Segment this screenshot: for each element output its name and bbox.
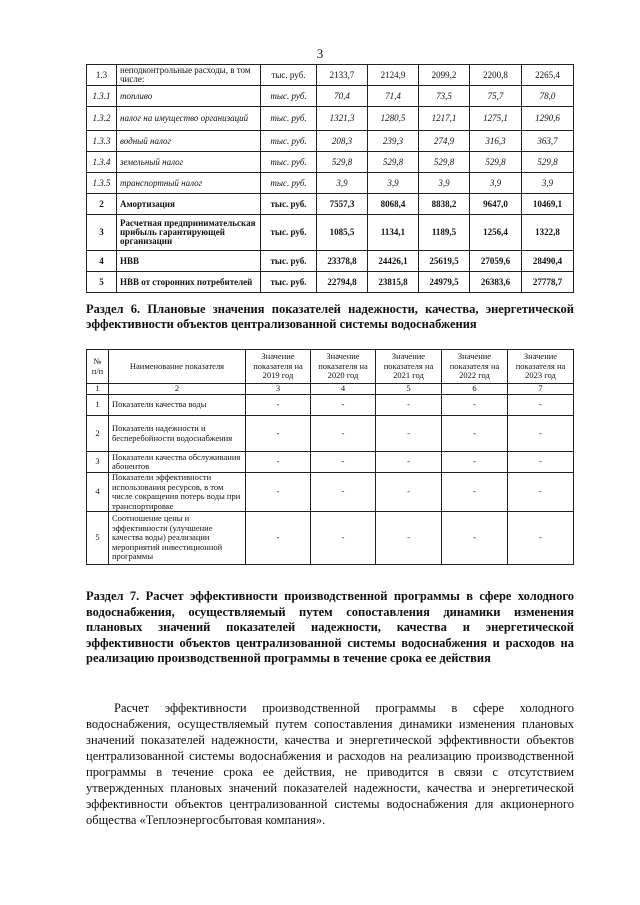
row-value: 75,7 <box>470 86 522 107</box>
row-value: 3,9 <box>368 173 419 194</box>
column-number: 4 <box>311 384 376 395</box>
indicator-value: - <box>442 473 508 512</box>
indicator-name: Показатели качества воды <box>109 395 246 416</box>
row-unit: тыс. руб. <box>261 173 317 194</box>
row-unit: тыс. руб. <box>261 107 317 131</box>
row-value: 1321,3 <box>317 107 368 131</box>
header-cell: № п/п <box>87 350 109 384</box>
row-unit: тыс. руб. <box>261 131 317 152</box>
indicator-name: Показатели эффективности использования ресурсов, в том числе сокращения потерь воды при транспортировке <box>109 473 246 512</box>
table-row <box>87 473 574 512</box>
row-value: 1322,8 <box>522 215 574 251</box>
row-number: 2 <box>87 416 109 452</box>
row-name: водный налог <box>117 131 261 152</box>
row-value: 529,8 <box>317 152 368 173</box>
column-number: 3 <box>246 384 311 395</box>
indicators-table <box>86 349 574 565</box>
indicator-name: Показатели надежности и бесперебойности водоснабжения <box>109 416 246 452</box>
column-number: 1 <box>87 384 109 395</box>
row-name: неподконтрольные расходы, в том числе: <box>117 65 261 86</box>
header-cell: Значение показателя на 2020 год <box>311 350 376 384</box>
header-cell: Значение показателя на 2019 год <box>246 350 311 384</box>
row-value: 316,3 <box>470 131 522 152</box>
indicator-value: - <box>246 473 311 512</box>
indicator-value: - <box>246 395 311 416</box>
row-value: 27778,7 <box>522 272 574 293</box>
indicator-name: Показатели качества обслуживания абонентов <box>109 452 246 473</box>
header-cell: Значение показателя на 2022 год <box>442 350 508 384</box>
row-value: 24979,5 <box>419 272 470 293</box>
row-unit: тыс. руб. <box>261 215 317 251</box>
section-7-heading: Раздел 7. Расчет эффективности производственной программы в сфере холодного водоснабжения, осуществляемый путем сопоставления динамики изменения плановых значений показателей надежности, качества и энергетической эффективности объектов централизованной системы водоснабжения и расходов на реализацию производственной программы в течение срока ее действия <box>86 589 574 665</box>
row-unit: тыс. руб. <box>261 194 317 215</box>
row-unit: тыс. руб. <box>261 272 317 293</box>
indicator-value: - <box>311 452 376 473</box>
row-number: 5 <box>87 272 117 293</box>
row-value: 239,3 <box>368 131 419 152</box>
table-header-row <box>87 350 574 384</box>
row-value: 363,7 <box>522 131 574 152</box>
row-number: 1.3.1 <box>87 86 117 107</box>
row-number: 3 <box>87 452 109 473</box>
indicator-value: - <box>442 395 508 416</box>
row-value: 23378,8 <box>317 251 368 272</box>
row-value: 23815,8 <box>368 272 419 293</box>
table-row <box>87 86 574 107</box>
indicator-value: - <box>246 416 311 452</box>
row-value: 3,9 <box>470 173 522 194</box>
table-row <box>87 152 574 173</box>
table-row <box>87 107 574 131</box>
column-number: 7 <box>508 384 574 395</box>
row-value: 274,9 <box>419 131 470 152</box>
row-unit: тыс. руб. <box>261 65 317 86</box>
indicator-value: - <box>376 512 442 565</box>
table-row <box>87 65 574 86</box>
row-name: налог на имущество организаций <box>117 107 261 131</box>
row-number: 2 <box>87 194 117 215</box>
row-value: 529,8 <box>419 152 470 173</box>
row-value: 2200,8 <box>470 65 522 86</box>
row-number: 1 <box>87 395 109 416</box>
indicator-value: - <box>246 452 311 473</box>
row-number: 5 <box>87 512 109 565</box>
page-number: 3 <box>316 46 324 61</box>
section-6-heading: Раздел 6. Плановые значения показателей надежности, качества, энергетической эффективности объектов централизованной системы водоснабжения <box>86 302 574 331</box>
indicator-value: - <box>442 512 508 565</box>
table-row <box>87 251 574 272</box>
row-value: 1189,5 <box>419 215 470 251</box>
table-row <box>87 452 574 473</box>
indicator-value: - <box>508 416 574 452</box>
row-value: 10469,1 <box>522 194 574 215</box>
row-value: 27059,6 <box>470 251 522 272</box>
row-name: Расчетная предпринимательская прибыль гарантирующей организации <box>117 215 261 251</box>
row-value: 22794,8 <box>317 272 368 293</box>
row-value: 208,3 <box>317 131 368 152</box>
indicator-value: - <box>376 452 442 473</box>
row-number: 1.3.2 <box>87 107 117 131</box>
table-row <box>87 194 574 215</box>
indicator-value: - <box>311 416 376 452</box>
indicator-value: - <box>508 452 574 473</box>
row-number: 4 <box>87 251 117 272</box>
header-cell: Наименование показателя <box>109 350 246 384</box>
table-row <box>87 512 574 565</box>
header-cell: Значение показателя на 2023 год <box>508 350 574 384</box>
row-value: 8838,2 <box>419 194 470 215</box>
row-unit: тыс. руб. <box>261 86 317 107</box>
row-name: топливо <box>117 86 261 107</box>
indicator-value: - <box>311 395 376 416</box>
column-number: 5 <box>376 384 442 395</box>
indicator-value: - <box>311 473 376 512</box>
row-unit: тыс. руб. <box>261 152 317 173</box>
indicator-value: - <box>508 473 574 512</box>
row-name: транспортный налог <box>117 173 261 194</box>
row-value: 3,9 <box>522 173 574 194</box>
row-value: 25619,5 <box>419 251 470 272</box>
row-unit: тыс. руб. <box>261 251 317 272</box>
row-value: 71,4 <box>368 86 419 107</box>
row-value: 78,0 <box>522 86 574 107</box>
table-row <box>87 395 574 416</box>
row-value: 7557,3 <box>317 194 368 215</box>
table-row <box>87 131 574 152</box>
indicator-value: - <box>246 512 311 565</box>
row-name: НВВ от сторонних потребителей <box>117 272 261 293</box>
row-name: земельный налог <box>117 152 261 173</box>
row-number: 4 <box>87 473 109 512</box>
row-name: Амортизация <box>117 194 261 215</box>
row-value: 26383,6 <box>470 272 522 293</box>
header-cell: Значение показателя на 2021 год <box>376 350 442 384</box>
row-value: 73,5 <box>419 86 470 107</box>
row-value: 2265,4 <box>522 65 574 86</box>
section-7-paragraph: Расчет эффективности производственной программы в сфере холодного водоснабжения, осуществляемый путем сопоставления динамики изменения плановых значений показателей надежности, качества и энергетической эффективности объектов централизованной системы водоснабжения и расходов на реализацию производственной программы в течение срока ее действия, не приводится в связи с отсутствием утвержденных плановых значений показателей надежности, качества и энергетической эффективности объектов централизованной системы водоснабжения для акционерного общества «Теплоэнергосбытовая компания». <box>86 701 574 827</box>
indicator-name: Соотношение цены и эффективности (улучшение качества воды) реализации мероприятий инвестиционной программы <box>109 512 246 565</box>
row-value: 9647,0 <box>470 194 522 215</box>
row-value: 529,8 <box>470 152 522 173</box>
row-value: 529,8 <box>522 152 574 173</box>
row-value: 1280,5 <box>368 107 419 131</box>
row-value: 1085,5 <box>317 215 368 251</box>
indicator-value: - <box>442 452 508 473</box>
row-value: 1275,1 <box>470 107 522 131</box>
table-row <box>87 272 574 293</box>
indicator-value: - <box>376 473 442 512</box>
row-value: 2133,7 <box>317 65 368 86</box>
row-value: 1217,1 <box>419 107 470 131</box>
row-number: 1.3.3 <box>87 131 117 152</box>
row-name: НВВ <box>117 251 261 272</box>
table-row <box>87 416 574 452</box>
indicator-value: - <box>376 416 442 452</box>
row-value: 1256,4 <box>470 215 522 251</box>
indicator-value: - <box>376 395 442 416</box>
row-value: 1134,1 <box>368 215 419 251</box>
row-value: 3,9 <box>419 173 470 194</box>
indicator-value: - <box>311 512 376 565</box>
expenses-table <box>86 64 574 293</box>
row-value: 1290,6 <box>522 107 574 131</box>
column-number: 2 <box>109 384 246 395</box>
row-value: 8068,4 <box>368 194 419 215</box>
row-value: 529,8 <box>368 152 419 173</box>
indicator-value: - <box>508 395 574 416</box>
row-number: 3 <box>87 215 117 251</box>
table-row <box>87 173 574 194</box>
row-value: 70,4 <box>317 86 368 107</box>
row-number: 1.3.5 <box>87 173 117 194</box>
row-value: 3,9 <box>317 173 368 194</box>
row-value: 24426,1 <box>368 251 419 272</box>
indicator-value: - <box>508 512 574 565</box>
column-number: 6 <box>442 384 508 395</box>
table-row <box>87 215 574 251</box>
row-value: 2099,2 <box>419 65 470 86</box>
row-value: 2124,9 <box>368 65 419 86</box>
row-number: 1.3 <box>87 65 117 86</box>
indicator-value: - <box>442 416 508 452</box>
column-number-row <box>87 384 574 395</box>
row-number: 1.3.4 <box>87 152 117 173</box>
row-value: 28490,4 <box>522 251 574 272</box>
